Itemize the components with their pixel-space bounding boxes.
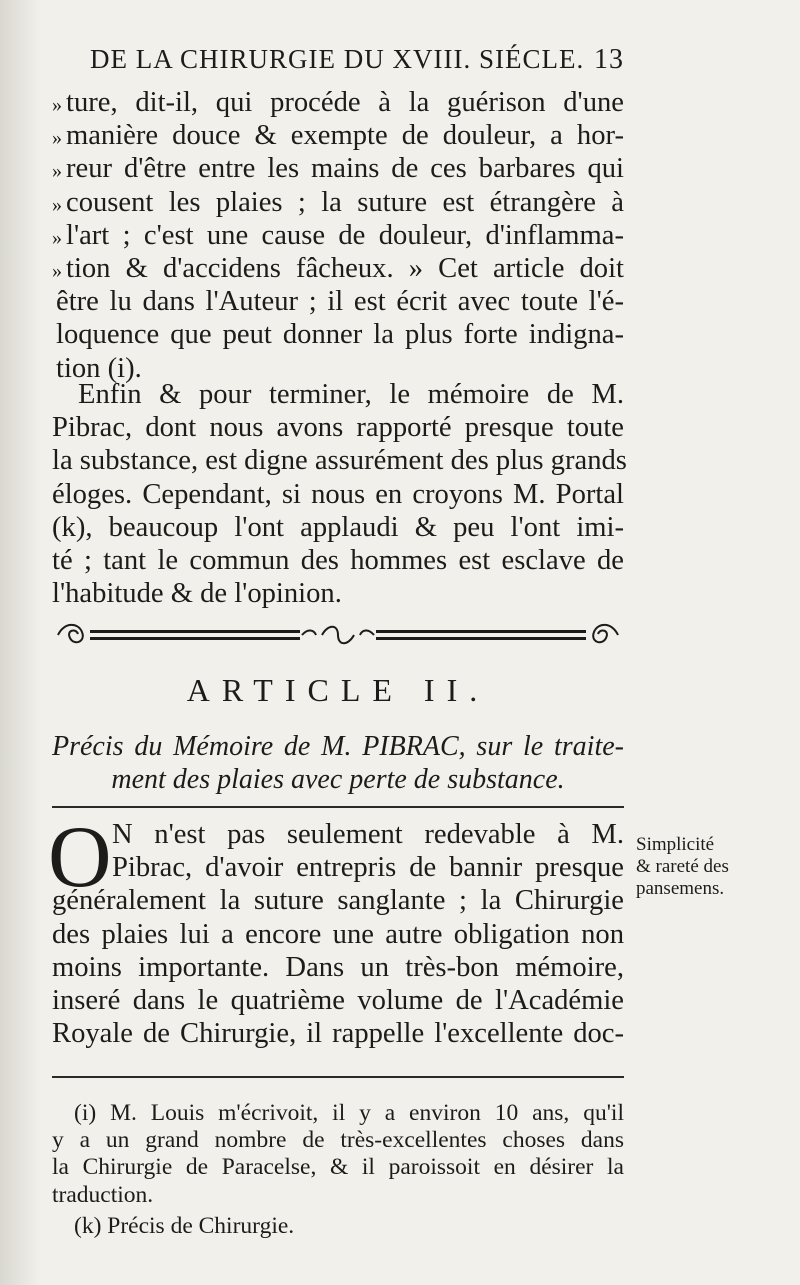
text-line: Enfin & pour terminer, le mémoire de M. bbox=[78, 379, 624, 410]
margin-note-line: pansemens. bbox=[636, 878, 725, 899]
text-line: » tion & d'accidens fâcheux. » Cet article doit bbox=[52, 252, 624, 284]
article-body-paragraph bbox=[52, 818, 624, 1050]
text-line: Royale de Chirurgie, il rappelle l'excellente doc- bbox=[52, 1018, 624, 1050]
text-line: inseré dans le quatrième volume de l'Académie bbox=[52, 984, 624, 1016]
footnote-line: (k) Précis de Chirurgie. bbox=[74, 1212, 295, 1239]
text-line: (k), beaucoup l'ont applaudi & peu l'ont imi- bbox=[52, 511, 624, 543]
footnote-line: (i) M. Louis m'écrivoit, il y a environ 10 ans, qu'il bbox=[74, 1100, 624, 1126]
footnotes bbox=[52, 1100, 624, 1240]
text-line: N n'est pas seulement redevable à M. bbox=[112, 819, 624, 850]
text-line: » reur d'être entre les mains de ces barbares qui bbox=[52, 153, 624, 185]
text-line: tion (i). bbox=[56, 352, 142, 384]
footnote-rule bbox=[52, 1076, 624, 1078]
text-line: l'habitude & de l'opinion. bbox=[52, 578, 342, 610]
running-header bbox=[52, 44, 624, 76]
text-line: moins importante. Dans un très-bon mémoire, bbox=[52, 951, 624, 983]
text-line: té ; tant le commun des hommes est esclave de bbox=[52, 544, 624, 576]
subtitle-line: ment des plaies avec perte de substance. bbox=[111, 764, 565, 795]
article-heading: ARTICLE II. bbox=[186, 672, 490, 708]
ornamental-divider bbox=[52, 618, 624, 652]
text-line: » cousent les plaies ; la suture est étrangère à bbox=[52, 186, 624, 218]
footnote-line: traduction. bbox=[52, 1181, 154, 1208]
page-number: 13 bbox=[594, 44, 624, 75]
page-gutter-shadow bbox=[0, 0, 40, 1285]
quotation-paragraph bbox=[52, 86, 624, 385]
text-line: » manière douce & exempte de douleur, a hor- bbox=[52, 120, 624, 152]
margin-note bbox=[636, 834, 786, 900]
text-line: loquence que peut donner la plus forte indigna- bbox=[56, 319, 624, 351]
text-line: la substance, est digne assurément des plus grands bbox=[52, 445, 627, 477]
text-line: Pibrac, dont nous avons rapporté presque toute bbox=[52, 412, 624, 444]
text-line: éloges. Cependant, si nous en croyons M. Portal bbox=[52, 478, 624, 510]
text-line: » ture, dit-il, qui procéde à la guérison d'une bbox=[52, 87, 624, 118]
subtitle-line: Précis du Mémoire de M. PIBRAC, sur le traite- bbox=[52, 731, 624, 762]
text-line: Pibrac, d'avoir entrepris de bannir presque bbox=[112, 852, 624, 884]
margin-note-line: Simplicité bbox=[636, 834, 715, 855]
running-title: DE LA CHIRURGIE DU XVIII. SIÉCLE. bbox=[90, 44, 585, 74]
text-line: généralement la suture sanglante ; la Chirurgie bbox=[52, 885, 624, 917]
heading-rule bbox=[52, 806, 624, 808]
conclusion-paragraph bbox=[52, 378, 627, 610]
article-subtitle bbox=[52, 730, 624, 796]
margin-note-line: & rareté des bbox=[636, 856, 729, 877]
text-line: des plaies lui a encore une autre obligation non bbox=[52, 918, 624, 950]
footnote-line: la Chirurgie de Paracelse, & il paroissoit en désirer la bbox=[52, 1154, 624, 1181]
text-line: » l'art ; c'est une cause de douleur, d'inflamma- bbox=[52, 219, 624, 251]
drop-cap-letter: O bbox=[48, 809, 112, 906]
text-line: être lu dans l'Auteur ; il est écrit avec toute l'é- bbox=[56, 286, 624, 318]
footnote-line: y a un grand nombre de très-excellentes choses dans bbox=[52, 1127, 624, 1154]
